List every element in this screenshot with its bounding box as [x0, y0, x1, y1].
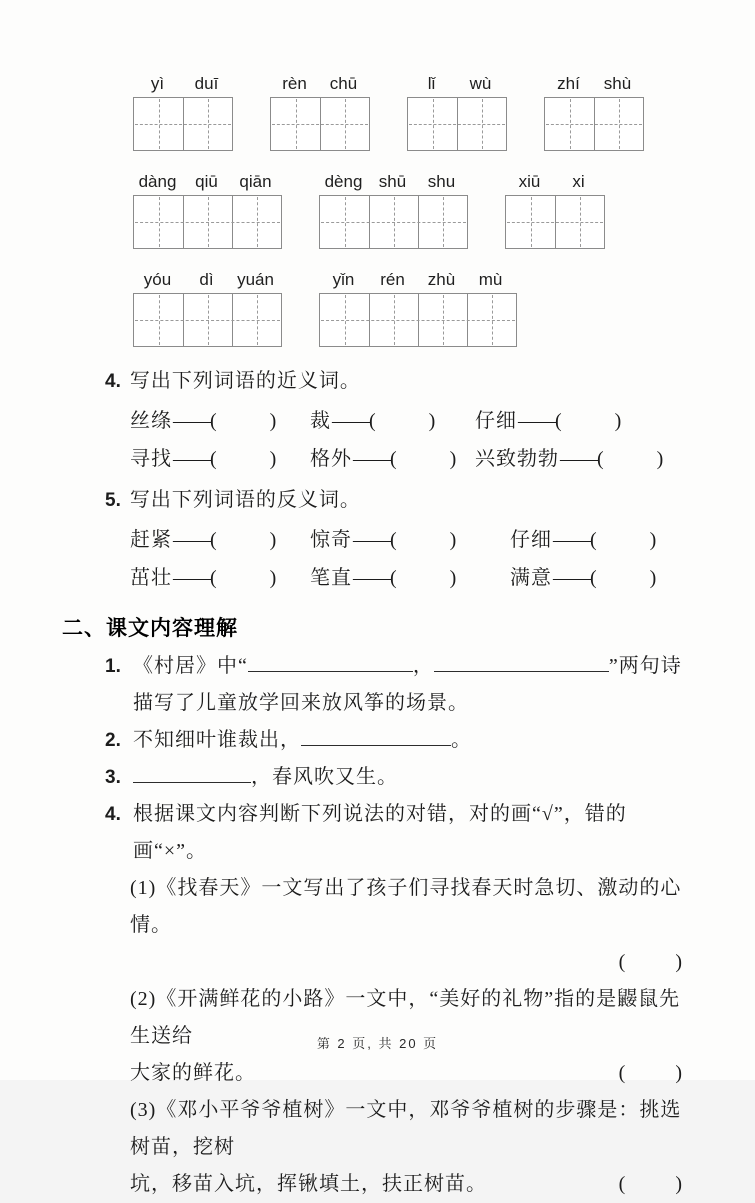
writing-cell — [232, 294, 281, 346]
antonym-item — [130, 528, 310, 552]
close-paren: ) — [675, 1062, 682, 1084]
question-prompt: 写出下列词语的反义词。 — [129, 489, 361, 511]
writing-cell — [183, 196, 232, 248]
writing-cell — [271, 98, 320, 150]
pinyin-syllable: yuán — [237, 270, 274, 289]
tf-item-1-answer-line — [130, 944, 682, 981]
open-paren: ( — [369, 410, 377, 432]
writing-grid — [133, 293, 282, 347]
q1-line-2: 描写了儿童放学回来放风筝的场景。 — [133, 692, 469, 714]
question-number: 1. — [105, 656, 121, 677]
close-paren: ) — [449, 567, 458, 589]
close-paren: ) — [449, 529, 458, 551]
writing-cell — [369, 196, 418, 248]
open-paren: ( — [390, 567, 398, 589]
writing-grid — [544, 97, 644, 151]
pinyin-group — [319, 270, 517, 347]
source-word: 仔细 — [510, 529, 552, 551]
open-paren: ( — [555, 410, 563, 432]
open-paren: ( — [597, 448, 605, 470]
antonym-item — [130, 566, 310, 590]
dash: —— — [353, 448, 389, 470]
writing-cell — [506, 196, 555, 248]
pinyin-syllable: qiū — [195, 172, 218, 191]
antonym-row-2 — [130, 566, 755, 590]
comprehension-q3 — [105, 759, 682, 796]
writing-cell — [408, 98, 457, 150]
question-number: 2. — [105, 730, 121, 751]
writing-cell — [320, 196, 369, 248]
page-footer: 第 2 页, 共 20 页 — [316, 1036, 439, 1051]
writing-cell — [183, 98, 232, 150]
pinyin-group — [133, 172, 282, 249]
writing-cell — [320, 98, 369, 150]
source-word: 满意 — [510, 567, 552, 589]
question-4-synonyms — [105, 368, 755, 395]
antonym-item — [510, 566, 755, 590]
pinyin-writing-section — [0, 0, 755, 347]
pinyin-syllable: zhù — [427, 270, 456, 289]
source-word: 丝绦 — [130, 410, 172, 432]
answer-blank — [248, 669, 413, 672]
close-paren: ) — [614, 410, 623, 432]
pinyin-row-1 — [133, 74, 755, 151]
pinyin-syllable: rén — [380, 270, 405, 289]
writing-cell — [418, 294, 467, 346]
writing-cell — [418, 196, 467, 248]
close-paren: ) — [449, 448, 458, 470]
synonym-item — [130, 409, 310, 433]
tf-item-1-text: (1)《找春天》一文写出了孩子们寻找春天时急切、激动的心情。 — [130, 877, 682, 936]
comprehension-q1 — [105, 648, 682, 722]
answer-parens — [619, 1166, 682, 1203]
writing-cell — [320, 294, 369, 346]
writing-grid — [133, 97, 233, 151]
synonym-item — [130, 447, 310, 471]
answer-blank — [133, 780, 251, 783]
open-paren: ( — [618, 951, 626, 973]
synonym-row-1 — [130, 409, 755, 433]
synonym-item — [310, 409, 475, 433]
question-number: 5. — [105, 490, 121, 511]
pinyin-syllable: xi — [572, 172, 585, 191]
pinyin-syllable: shu — [427, 172, 456, 191]
open-paren: ( — [618, 1173, 626, 1195]
q1-comma: ， — [412, 655, 434, 677]
writing-grid — [407, 97, 507, 151]
pinyin-syllable: dèng — [324, 172, 363, 191]
q1-post-text: ”两句诗 — [608, 655, 682, 677]
tf-item-2-answer-line — [130, 1055, 682, 1092]
tf-item-3-text-line1: (3)《邓小平爷爷植树》一文中，邓爷爷植树的步骤是：挑选树苗，挖树 — [130, 1099, 682, 1158]
writing-cell — [183, 294, 232, 346]
dash: —— — [173, 529, 209, 551]
synonym-item — [475, 447, 755, 471]
writing-cell — [232, 196, 281, 248]
pinyin-syllable: lǐ — [427, 74, 436, 93]
question-number: 4. — [105, 371, 121, 392]
open-paren: ( — [590, 529, 598, 551]
q4-true-false-prompt: 根据课文内容判断下列说法的对错，对的画“√”，错的画“×”。 — [133, 803, 627, 862]
pinyin-row-2 — [133, 172, 755, 249]
source-word: 格外 — [310, 448, 352, 470]
question-prompt: 写出下列词语的近义词。 — [129, 370, 361, 392]
dash: —— — [332, 410, 368, 432]
pinyin-group — [133, 74, 233, 151]
close-paren: ) — [649, 567, 658, 589]
comprehension-q4 — [105, 796, 682, 870]
close-paren: ) — [269, 410, 278, 432]
tf-item-2-text-line1: (2)《开满鲜花的小路》一文中，“美好的礼物”指的是鼹鼠先生送给 — [130, 988, 681, 1047]
pinyin-syllable: rèn — [282, 74, 307, 93]
pinyin-group — [407, 74, 507, 151]
source-word: 寻找 — [130, 448, 172, 470]
q1-line-1 — [133, 648, 682, 685]
pinyin-group — [505, 172, 605, 249]
open-paren: ( — [590, 567, 598, 589]
close-paren: ) — [649, 529, 658, 551]
writing-grid — [319, 195, 468, 249]
pinyin-syllable: shū — [378, 172, 407, 191]
answer-parens — [619, 951, 682, 973]
pinyin-syllable: mù — [478, 270, 503, 289]
dash: —— — [173, 410, 209, 432]
source-word: 惊奇 — [310, 529, 352, 551]
synonym-item — [310, 447, 475, 471]
dash: —— — [553, 529, 589, 551]
writing-cell — [134, 196, 183, 248]
open-paren: ( — [390, 529, 398, 551]
q2-post-text: 。 — [451, 729, 472, 751]
close-paren: ) — [675, 951, 682, 973]
pinyin-syllable: zhí — [557, 74, 580, 93]
source-word: 兴致勃勃 — [475, 448, 559, 470]
source-word: 仔细 — [475, 410, 517, 432]
answer-blank — [434, 669, 609, 672]
open-paren: ( — [210, 567, 218, 589]
pinyin-syllable: duī — [194, 74, 219, 93]
writing-cell — [467, 294, 516, 346]
close-paren: ) — [428, 410, 437, 432]
writing-grid — [270, 97, 370, 151]
writing-cell — [555, 196, 604, 248]
writing-grid — [505, 195, 605, 249]
pinyin-syllable: qiān — [239, 172, 272, 191]
dash: —— — [173, 567, 209, 589]
dash: —— — [553, 567, 589, 589]
antonym-row-1 — [130, 528, 755, 552]
writing-grid — [133, 195, 282, 249]
close-paren: ) — [269, 567, 278, 589]
pinyin-syllable: xiū — [518, 172, 541, 191]
question-number: 3. — [105, 767, 121, 788]
dash: —— — [173, 448, 209, 470]
source-word: 赶紧 — [130, 529, 172, 551]
q2-pre-text: 不知细叶谁裁出， — [133, 729, 301, 751]
open-paren: ( — [390, 448, 398, 470]
writing-cell — [134, 294, 183, 346]
synonym-row-2 — [130, 447, 755, 471]
dash: —— — [353, 567, 389, 589]
answer-blank — [301, 743, 451, 746]
tf-item-3-text-line2: 坑，移苗入坑，挥锹填土，扶正树苗。 — [130, 1173, 487, 1195]
dash: —— — [560, 448, 596, 470]
pinyin-group — [270, 74, 370, 151]
antonym-item — [310, 566, 510, 590]
question-5-antonyms — [105, 487, 755, 514]
antonym-item — [310, 528, 510, 552]
close-paren: ) — [269, 448, 278, 470]
open-paren: ( — [210, 448, 218, 470]
writing-cell — [545, 98, 594, 150]
q3-post-text: ，春风吹又生。 — [251, 766, 398, 788]
open-paren: ( — [618, 1062, 626, 1084]
writing-cell — [594, 98, 643, 150]
question-number: 4. — [105, 804, 121, 825]
pinyin-group — [133, 270, 282, 347]
pinyin-group — [319, 172, 468, 249]
close-paren: ) — [675, 1173, 682, 1195]
pinyin-syllable: yóu — [143, 270, 172, 289]
q1-pre-text: 《村居》中“ — [133, 655, 248, 677]
pinyin-syllable: dì — [199, 270, 214, 289]
dash: —— — [353, 529, 389, 551]
writing-grid — [319, 293, 517, 347]
writing-cell — [134, 98, 183, 150]
section-2-title: 二、课文内容理解 — [62, 617, 238, 640]
tf-item-3-answer-line — [130, 1166, 682, 1203]
writing-cell — [457, 98, 506, 150]
open-paren: ( — [210, 410, 218, 432]
pinyin-syllable: yǐn — [332, 270, 355, 289]
answer-parens — [619, 1055, 682, 1092]
synonym-item — [475, 409, 755, 433]
pinyin-syllable: chū — [329, 74, 358, 93]
source-word: 茁壮 — [130, 567, 172, 589]
pinyin-syllable: shù — [603, 74, 632, 93]
pinyin-group — [544, 74, 644, 151]
close-paren: ) — [656, 448, 665, 470]
antonym-item — [510, 528, 755, 552]
pinyin-syllable: dàng — [138, 172, 177, 191]
close-paren: ) — [269, 529, 278, 551]
source-word: 笔直 — [310, 567, 352, 589]
source-word: 裁 — [310, 410, 331, 432]
open-paren: ( — [210, 529, 218, 551]
pinyin-row-3 — [133, 270, 755, 347]
pinyin-syllable: yì — [150, 74, 165, 93]
comprehension-q2 — [105, 722, 682, 759]
dash: —— — [518, 410, 554, 432]
pinyin-syllable: wù — [469, 74, 492, 93]
writing-cell — [369, 294, 418, 346]
tf-item-2-text-line2: 大家的鲜花。 — [130, 1062, 256, 1084]
